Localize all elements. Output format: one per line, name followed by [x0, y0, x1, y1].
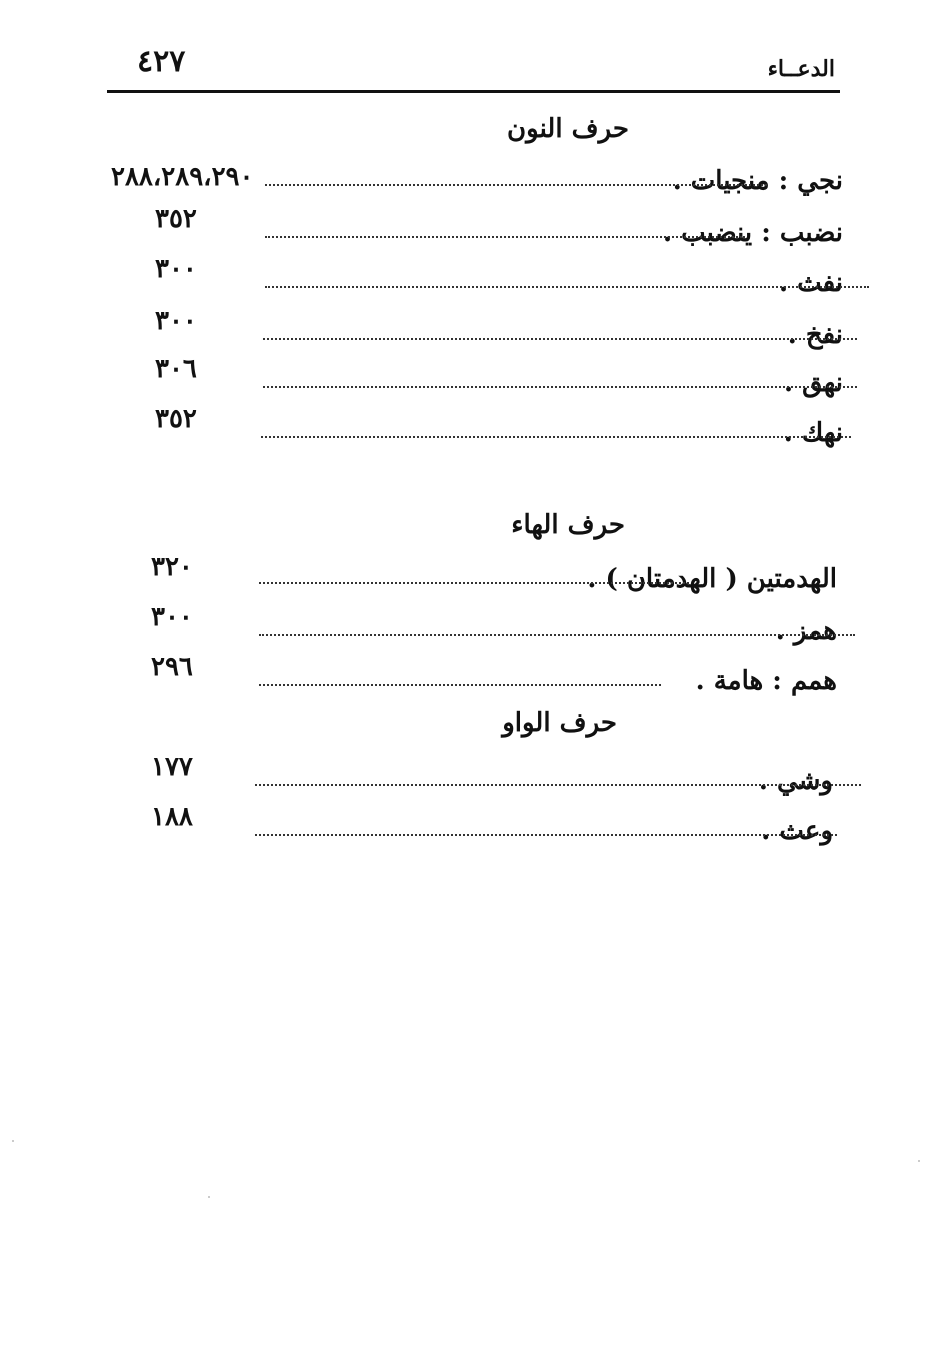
index-entry [105, 162, 843, 202]
entry-term: همم : هامة . [695, 666, 837, 696]
entry-leader-dots [265, 236, 745, 238]
index-entry [105, 306, 843, 356]
entry-leader-dots [259, 684, 661, 686]
entry-pages: ٣٠٠ [151, 602, 193, 632]
page-header [107, 44, 840, 94]
entry-pages: ١٨٨ [151, 802, 193, 832]
entry-term: نضبب : ينضبب . [663, 218, 843, 248]
entry-leader-dots [261, 436, 851, 438]
index-entry [105, 602, 837, 652]
entry-term: وعث . [761, 816, 833, 846]
entry-leader-dots [263, 338, 857, 340]
index-entry [105, 652, 837, 702]
entry-term: الهدمتين ( الهدمتان ) . [587, 564, 837, 594]
entry-leader-dots [265, 184, 767, 186]
index-entry [105, 752, 833, 802]
index-entry [105, 404, 843, 454]
entry-term: همز . [775, 616, 837, 646]
page-number: ٤٢٧ [137, 44, 186, 79]
scan-speck [208, 1196, 210, 1198]
index-entry [105, 254, 843, 304]
entry-term: وشي . [758, 766, 833, 796]
entry-pages: ٣٠٦ [155, 354, 197, 384]
index-entry [105, 204, 843, 254]
entry-pages: ٣٥٢ [155, 204, 197, 234]
section-heading-waw: حرف الواو [502, 708, 617, 738]
entry-term: نهك . [783, 418, 843, 448]
section-heading-nun: حرف النون [507, 114, 629, 144]
header-rule [107, 90, 840, 93]
entry-leader-dots [259, 634, 855, 636]
index-entry [105, 552, 837, 600]
entry-leader-dots [259, 582, 689, 584]
entry-term: نجي : منجيات . [672, 166, 843, 196]
entry-leader-dots [255, 834, 837, 836]
entry-pages: ١٧٧ [151, 752, 193, 782]
index-entry [105, 802, 833, 852]
entry-pages: ٢٨٨،٢٨٩،٢٩٠ [111, 162, 254, 192]
entry-term: نفخ . [787, 320, 843, 350]
entry-term: نهق . [783, 368, 843, 398]
entry-leader-dots [263, 386, 857, 388]
entry-term: نفث . [778, 268, 843, 298]
entry-leader-dots [265, 286, 869, 288]
entry-pages: ٣٢٠ [151, 552, 193, 582]
entry-pages: ٣٠٠ [155, 306, 197, 336]
scan-speck [12, 1140, 14, 1142]
entry-pages: ٣٥٢ [155, 404, 197, 434]
entry-pages: ٣٠٠ [155, 254, 197, 284]
entry-pages: ٢٩٦ [151, 652, 193, 682]
section-heading-ha: حرف الهاء [511, 510, 625, 540]
index-entry [105, 354, 843, 404]
entry-leader-dots [255, 784, 861, 786]
scan-speck [918, 1160, 920, 1162]
running-title: الدعــاء [767, 56, 835, 82]
